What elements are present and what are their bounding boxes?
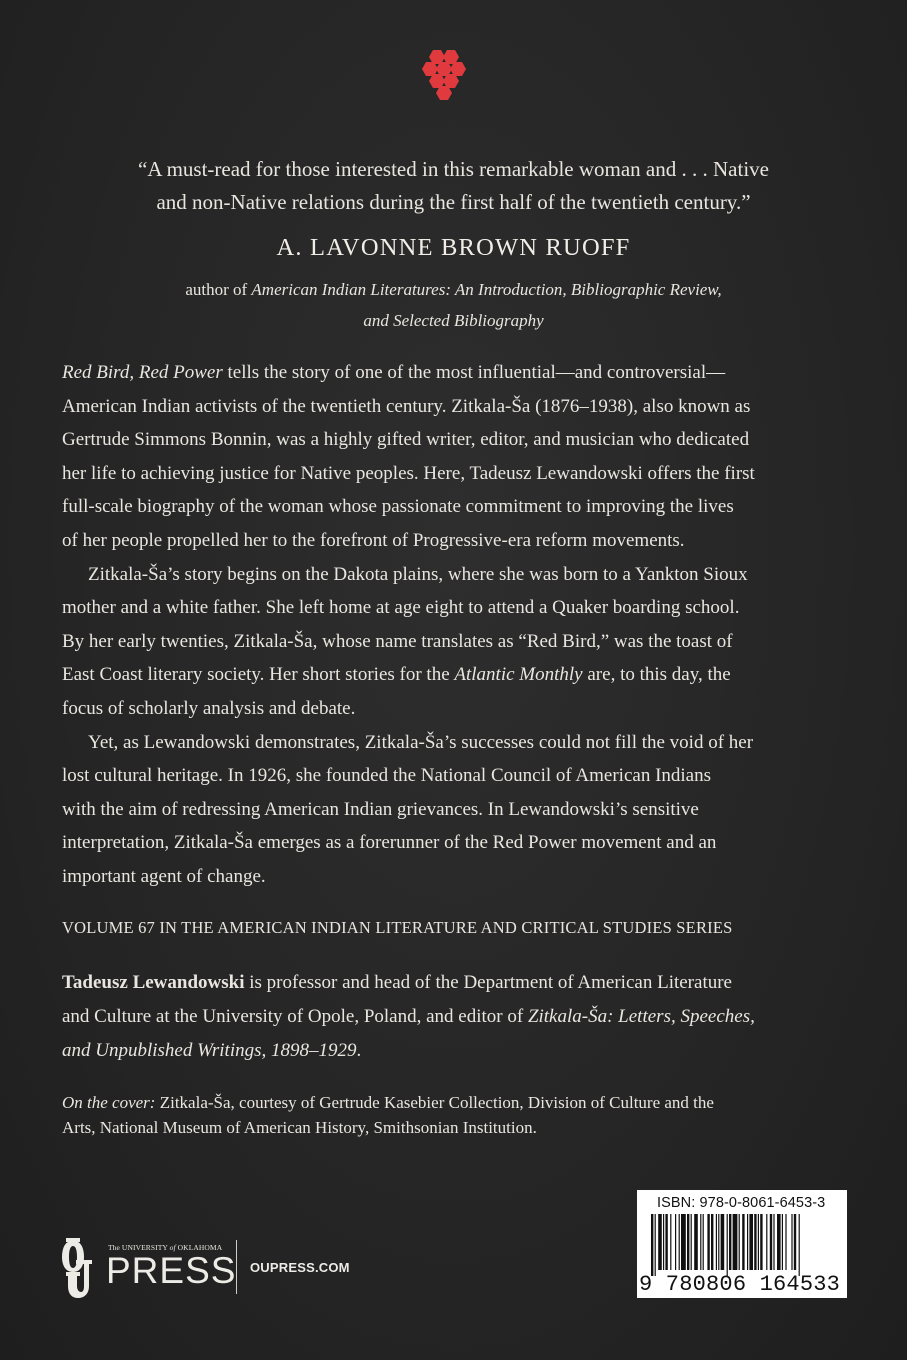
barcode-bar bbox=[655, 1214, 656, 1276]
description-line: mother and a white father. She left home at age eight to attend a Quaker boarding school. bbox=[62, 597, 740, 619]
isbn-barcode bbox=[637, 1190, 847, 1298]
book-title: Red Bird, Red Power bbox=[62, 362, 223, 383]
cover-credit: On the cover: Zitkala-Ša, courtesy of Gertrude Kasebier Collection, Division of Culture and the Arts, National Museum of American History, Smithsonian Institution. bbox=[62, 1093, 714, 1137]
description-line: with the aim of redressing American Indian grievances. In Lewandowski’s sensitive bbox=[62, 798, 699, 820]
author-of-prefix: author of bbox=[185, 280, 252, 299]
author-bio: Tadeusz Lewandowski is professor and head of the Department of American Literature and Culture at the University of Opole, Poland, and editor of Zitkala-Ša: Letters, Speeches, and Unpublished Writings, 1898–1929. bbox=[62, 972, 755, 1061]
series-note: VOLUME 67 IN THE AMERICAN INDIAN LITERATURE AND CRITICAL STUDIES SERIES bbox=[62, 918, 733, 937]
university-name: The UNIVERSITY of OKLAHOMA bbox=[108, 1243, 223, 1252]
description-line: Yet, as Lewandowski demonstrates, Zitkala-Ša’s successes could not fill the void of her bbox=[88, 731, 754, 753]
barcode-bar bbox=[773, 1214, 774, 1270]
barcode-bar bbox=[681, 1214, 686, 1270]
description-line: American Indian activists of the twentieth century. Zitkala-Ša (1876–1938), also known as bbox=[62, 395, 751, 417]
barcode-bar bbox=[782, 1214, 783, 1270]
ou-logo-icon bbox=[62, 1234, 104, 1300]
blurb-quote bbox=[70, 153, 837, 219]
barcode-bar bbox=[785, 1214, 786, 1270]
isbn-label: ISBN: 978-0-8061-6453-3 bbox=[657, 1195, 826, 1211]
press-wordmark: PRESS bbox=[106, 1250, 237, 1291]
barcode-bar bbox=[703, 1214, 704, 1270]
barcode-bar bbox=[711, 1214, 713, 1270]
publisher-logo bbox=[62, 1234, 362, 1300]
logo-divider bbox=[236, 1240, 237, 1294]
blurb-author-credentials bbox=[100, 274, 807, 336]
description-line: her life to achieving justice for Native peoples. Here, Tadeusz Lewandowski offers the first bbox=[62, 462, 755, 484]
barcode-bar bbox=[742, 1214, 744, 1270]
author-book-title: American Indian Literatures: An Introduction, Bibliographic Review, bbox=[251, 280, 722, 299]
barcode-bar bbox=[679, 1214, 680, 1270]
description-line: By her early twenties, Zitkala-Ša, whose name translates as “Red Bird,” was the toast of bbox=[62, 630, 733, 652]
barcode-bar bbox=[791, 1214, 792, 1270]
barcode-bar bbox=[733, 1214, 738, 1270]
edited-book-title-cont: and Unpublished Writings, 1898–1929 bbox=[62, 1040, 357, 1061]
barcode-bar bbox=[691, 1214, 692, 1270]
barcode-bar bbox=[758, 1214, 759, 1270]
barcode-bar bbox=[749, 1214, 753, 1270]
honeycomb-icon bbox=[418, 48, 470, 100]
description-line: of her people propelled her to the forefront of Progressive-era reform movements. bbox=[62, 529, 685, 551]
book-description bbox=[62, 356, 852, 894]
barcode-bars bbox=[651, 1214, 835, 1276]
description-line: lost cultural heritage. In 1926, she founded the National Council of American Indians bbox=[62, 765, 711, 787]
barcode-bar bbox=[799, 1214, 800, 1276]
barcode-bar bbox=[747, 1214, 748, 1270]
description-line: East Coast literary society. Her short stories for the Atlantic Monthly are, to this day, the bbox=[62, 664, 731, 686]
barcode-bar bbox=[739, 1214, 740, 1270]
barcode-bar bbox=[766, 1214, 767, 1270]
description-line: Zitkala-Ša’s story begins on the Dakota plains, where she was born to a Yankton Sioux bbox=[88, 563, 748, 585]
barcode-bar bbox=[727, 1214, 728, 1276]
barcode-bar bbox=[665, 1214, 667, 1270]
description-line: focus of scholarly analysis and debate. bbox=[62, 697, 356, 719]
barcode-bar bbox=[675, 1214, 676, 1270]
author-name: Tadeusz Lewandowski bbox=[62, 972, 245, 993]
barcode-bar bbox=[718, 1214, 719, 1270]
barcode-bar bbox=[754, 1214, 756, 1270]
description-line: interpretation, Zitkala-Ša emerges as a forerunner of the Red Power movement and an bbox=[62, 832, 717, 854]
barcode-bar bbox=[794, 1214, 796, 1270]
description-line: Red Bird, Red Power tells the story of one of the most influential—and controversial— bbox=[62, 362, 726, 383]
edited-book-title: Zitkala-Ša: Letters, Speeches, bbox=[527, 1006, 755, 1027]
barcode-bar bbox=[707, 1214, 709, 1270]
magazine-title: Atlantic Monthly bbox=[454, 664, 583, 686]
barcode-bar bbox=[716, 1214, 717, 1270]
description-line: Gertrude Simmons Bonnin, was a highly gifted writer, editor, and musician who dedicated bbox=[62, 429, 750, 451]
barcode-bar bbox=[694, 1214, 698, 1270]
barcode-digits: 9 780806 164533 bbox=[639, 1272, 841, 1297]
credit-label: On the cover: bbox=[62, 1093, 156, 1112]
barcode-bar bbox=[651, 1214, 653, 1276]
barcode-bar bbox=[670, 1214, 671, 1270]
description-line: important agent of change. bbox=[62, 865, 266, 887]
barcode-bar bbox=[777, 1214, 781, 1270]
publisher-website[interactable]: OUPRESS.COM bbox=[250, 1260, 350, 1275]
description-line: full-scale biography of the woman whose passionate commitment to improving the lives bbox=[62, 496, 734, 518]
barcode-bar bbox=[770, 1214, 772, 1270]
barcode-bar bbox=[700, 1214, 701, 1270]
blurb-author: A. LAVONNE BROWN RUOFF bbox=[276, 234, 631, 261]
quote-line: and non-Native relations during the first half of the twentieth century.” bbox=[156, 190, 751, 214]
barcode-bar bbox=[760, 1214, 762, 1270]
barcode-bar bbox=[687, 1214, 689, 1270]
barcode-bar bbox=[663, 1214, 664, 1270]
barcode-bar bbox=[729, 1214, 731, 1270]
author-book-title-cont: and Selected Bibliography bbox=[363, 311, 544, 330]
quote-line: “A must-read for those interested in this remarkable woman and . . . Native bbox=[138, 157, 769, 181]
barcode-bar bbox=[721, 1214, 725, 1270]
barcode-bar bbox=[658, 1214, 662, 1270]
